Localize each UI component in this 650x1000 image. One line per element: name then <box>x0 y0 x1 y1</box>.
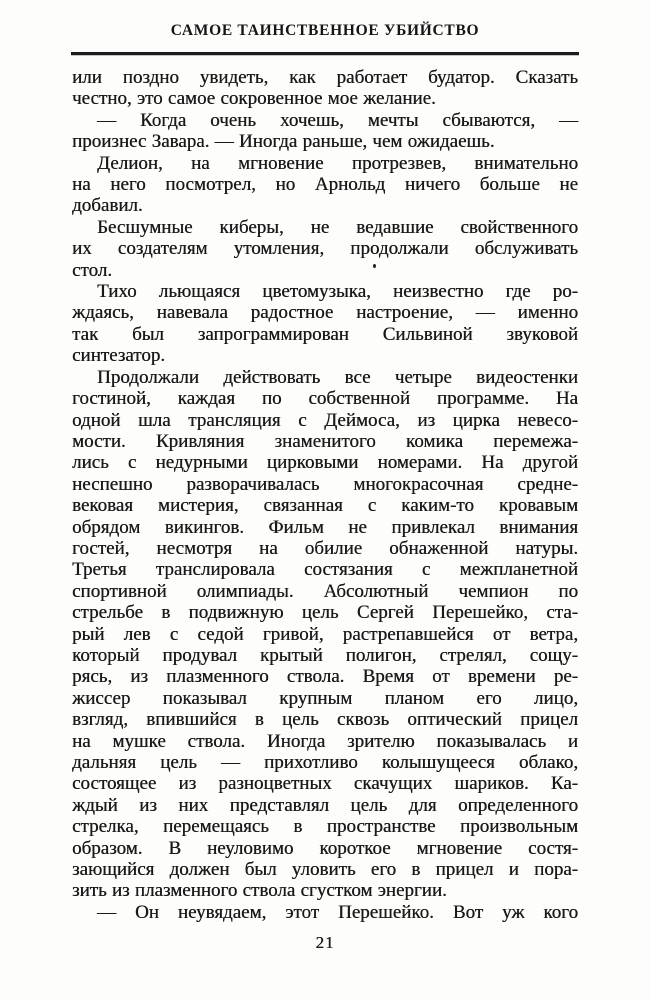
text-line: стол. <box>72 259 112 281</box>
text-line: на него посмотрел, но Арнольд ничего больше не <box>72 174 578 196</box>
text-line: Тихо льющаяся цветомузыка, неизвестно где ро- <box>97 281 578 303</box>
text-line: их создателям утомления, продолжали обслуживать <box>72 238 578 260</box>
text-line: произнес Завара. — Иногда раньше, чем ожидаешь. <box>72 131 495 153</box>
text-line: гостиной, каждая по собственной программе. На <box>72 388 578 410</box>
text-line: гостей, несмотря на обилие обнаженной натуры. <box>72 537 578 559</box>
text-line: состоящее из разноцветных скачущих шариков. Ка- <box>72 773 578 795</box>
text-line: честно, это самое сокровенное мое желание. <box>72 88 436 110</box>
text-line: Продолжали действовать все четыре видеостенки <box>97 366 578 388</box>
text-line: который продувал крытый полигон, стрелял, сощу- <box>72 644 578 666</box>
text-line: обрядом викингов. Фильм не привлекал внимания <box>72 516 578 538</box>
running-header: САМОЕ ТАИНСТВЕННОЕ УБИЙСТВО <box>170 22 480 39</box>
text-line: ждаясь, навевала радостное настроение, — именно <box>72 302 578 324</box>
text-line: — Когда очень хочешь, мечты сбываются, — <box>97 109 578 131</box>
text-line: на мушке ствола. Иногда зрителю показывалась и <box>72 730 578 752</box>
text-line: лись с недурными цирковыми номерами. На другой <box>72 452 578 474</box>
text-line: неспешно разворачивалась многокрасочная средне- <box>72 473 578 495</box>
print-speck <box>373 264 376 268</box>
text-line: синтезатор. <box>72 345 165 367</box>
text-line: добавил. <box>72 195 143 217</box>
text-line: Третья транслировала состязания с межпланетной <box>72 559 578 581</box>
text-line: мости. Кривляния знаменитого комика перемежа- <box>72 430 578 452</box>
text-body <box>72 67 578 923</box>
text-line: зить из плазменного ствола сгустком энергии. <box>72 880 447 902</box>
text-line: или поздно увидеть, как работает будатор. Сказать <box>72 67 578 88</box>
text-line: Делион, на мгновение протрезвев, внимательно <box>97 152 578 174</box>
text-line: зающийся должен был уловить его в прицел и пора- <box>72 859 578 881</box>
text-line: спортивной олимпиады. Абсолютный чемпион по <box>72 580 578 602</box>
text-line: стрельбе в подвижную цель Сергей Перешейко, ста- <box>72 602 578 624</box>
text-line: образом. В неуловимо короткое мгновение состя- <box>72 837 578 859</box>
text-line: — Он неувядаем, этот Перешейко. Вот уж кого <box>97 901 578 923</box>
text-line: взгляд, впившийся в цель сквозь оптический прицел <box>72 709 578 731</box>
text-line: жиссер показывал крупным планом его лицо, <box>72 687 578 709</box>
text-line: ждый из них представлял цель для определенного <box>72 794 578 816</box>
text-line: так был запрограммирован Сильвиной звуковой <box>72 323 578 345</box>
text-line: рый лев с седой гривой, растрепавшейся от ветра, <box>72 623 578 645</box>
text-line: Бесшумные киберы, не ведавшие свойственного <box>97 216 578 238</box>
page-number: 21 <box>315 933 335 952</box>
text-line: одной шла трансляция с Деймоса, из цирка невесо- <box>72 409 578 431</box>
text-line: стрелка, перемещаясь в пространстве произвольным <box>72 816 578 838</box>
text-line: дальняя цель — прихотливо колышущееся облако, <box>72 752 578 773</box>
text-line: рясь, из плазменного ствола. Время от времени ре- <box>72 666 578 688</box>
header-rule <box>71 52 579 55</box>
text-line: вековая мистерия, связанная с каким-то кровавым <box>72 495 578 517</box>
